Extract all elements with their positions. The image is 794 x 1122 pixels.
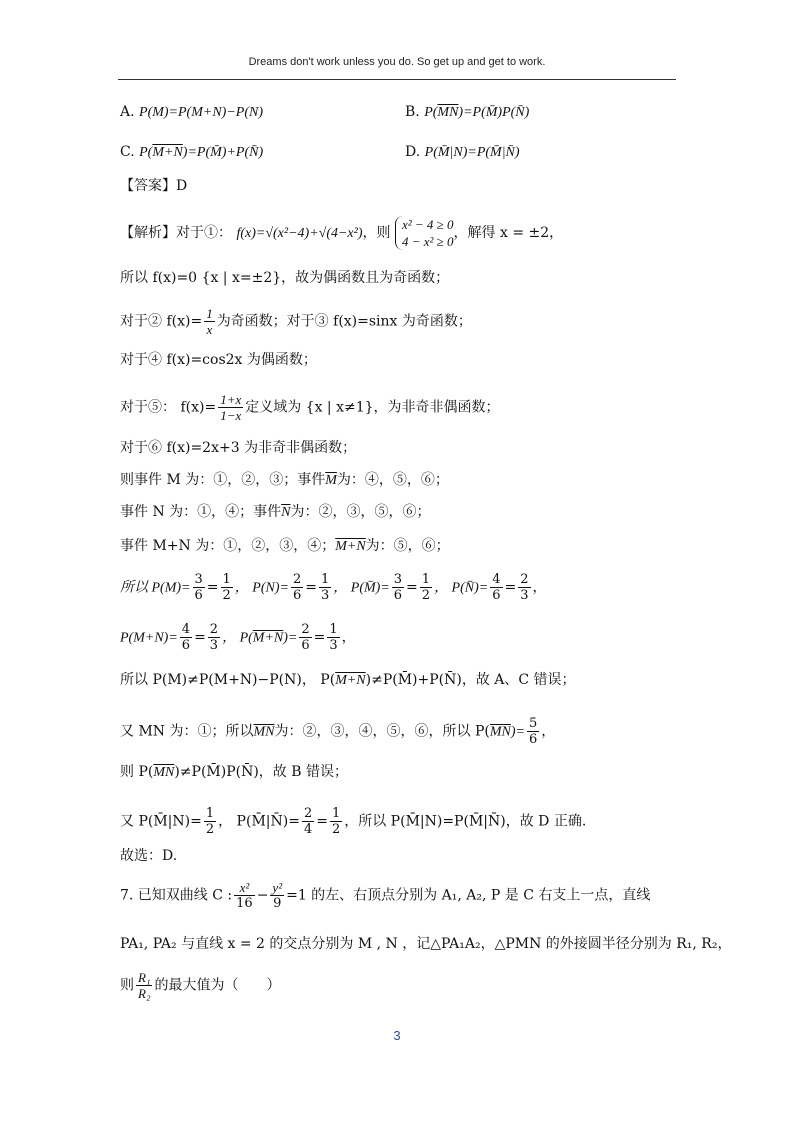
frac-num: 2 [301,622,310,637]
q7-3-a: 则 [120,977,134,994]
frac-den: 16 [236,896,253,911]
option-b [405,102,529,123]
frac-den: 3 [520,588,529,603]
frac-den: 3 [329,638,338,653]
fraction [299,622,311,653]
equals: = [206,579,219,596]
frac-num: 1 [329,622,338,637]
frac-den: 6 [492,588,501,603]
equals: = [313,629,326,646]
fraction-1-over-x [204,306,215,337]
m-bar: $\overline{M}$ [325,473,337,488]
comma: ， [532,579,547,596]
comma: ， [541,723,556,740]
fraction [420,572,432,603]
fraction [234,880,255,911]
analysis-line-3 [120,306,472,337]
analysis-9-a: 事件 M+N 为：①，②，③，④； [120,538,336,554]
frac-num: 2 [209,622,219,637]
frac-den: R₂ [138,986,151,1001]
frac-den: 6 [181,638,191,653]
analysis-5-b: 定义域为 {x | x≠1}，为非奇非偶函数； [245,399,500,416]
option-c-label: C. [120,144,135,160]
analysis-15-b: ， P(M̄|N̄)= [218,813,300,830]
analysis-14-b: )≠P(M̄)P(N̄)，故 B 错误； [174,764,348,780]
analysis-line-12 [120,670,576,691]
fraction [221,572,233,603]
option-c-lhs: P( [139,145,153,160]
q7-3-b: 的最大值为（ ） [154,977,281,994]
frac-num: 2 [292,572,302,587]
analysis-line-13 [120,716,555,747]
p-m: 所以 P(M)= [120,580,191,596]
p-m-bar: ， P(M̄)= [333,580,390,596]
analysis-line-6: 对于⑥ f(x)=2x+3 为非奇非偶函数； [120,440,357,456]
frac-den: 6 [194,588,203,603]
equals: = [316,813,328,830]
analysis-line-2: 所以 f(x)=0 {x | x=±2}，故为偶函数且为奇函数； [120,270,450,286]
analysis-1-expr: f(x)=√(x²−4)+√(4−x²) [236,226,363,241]
analysis-15-a: 又 P(M̄|N)= [120,813,202,830]
system-row-1: x² − 4 ≥ 0 [401,217,454,232]
frac-den: 4 [303,822,313,837]
inequality-system [395,216,454,250]
fraction [291,572,303,603]
option-b-label: B. [405,104,420,120]
analysis-1-label: 【解析】对于①： [120,225,232,241]
option-b-lhs: P( [424,105,438,120]
equals: = [504,579,517,596]
comma: ， [341,629,356,646]
fraction [319,572,331,603]
analysis-1-solve: ，解得 x = ±2， [453,225,564,241]
frac-num: R₁ [138,970,151,985]
option-c-bar: M+N [152,145,183,160]
p-open: ， P( [222,630,253,646]
analysis-5-a: 对于⑤： f(x)= [120,399,217,416]
question-7-line-1 [120,880,650,911]
option-a [120,102,263,123]
option-d-expr: P(M̄|N)=P(M̄|N̄) [424,145,520,160]
header-rule [118,79,676,80]
minus: − [256,887,269,904]
analysis-line-14 [120,762,348,783]
option-c-rhs: )=P(M̄)+P(N̄) [182,145,264,160]
frac-num: 1+x [220,392,242,407]
p-m-plus-n: P(M+N)= [120,630,178,646]
mn-bar: $\overline{MN}$ [489,724,511,740]
equals: = [194,629,206,646]
analysis-line-9 [120,536,450,557]
frac-den: 2 [331,822,341,837]
page-number: 3 [393,1028,401,1043]
analysis-12-b: )≠P(M̄)+P(N̄)，故 A、C 错误； [365,672,576,688]
analysis-3-b: 为奇函数；对于③ f(x)=sinx 为奇函数； [216,313,472,330]
frac-den: 2 [421,588,431,603]
p-n-bar: ， P(N̄)= [434,580,489,596]
frac-num: 3 [393,572,403,587]
frac-num: 1 [222,572,231,587]
fraction [527,716,539,747]
p-close: )= [510,724,525,740]
q7-1-a: 7. 已知双曲线 C : [120,887,233,904]
frac-num: 1 [331,806,341,821]
fraction [490,572,502,603]
frac-den: 2 [205,822,215,837]
analysis-7-b: 为：④，⑤，⑥； [336,472,449,488]
option-a-label: A. [120,104,135,120]
frac-num: 4 [181,622,191,637]
frac-den: 9 [273,896,282,911]
frac-den: 6 [292,588,302,603]
frac-num: 1 [205,806,215,821]
analysis-14-a: 则 P( [120,764,154,780]
analysis-line-7 [120,470,449,491]
m-plus-n-bar: M+N [252,630,284,646]
question-7-line-2: PA₁, PA₂ 与直线 x = 2 的交点分别为 M , N ，记△PA₁A₂，△PMN 的外接圆半径分别为 R₁, R₂， [120,936,732,952]
analysis-line-4: 对于④ f(x)=cos2x 为偶函数； [120,352,317,368]
analysis-line-5 [120,392,500,423]
analysis-15-c: ，所以 P(M̄|N)=P(M̄|N̄)，故 D 正确. [344,813,587,830]
equals: = [406,579,418,596]
q7-1-b: =1 的左、右顶点分别为 A₁, A₂, P 是 C 右支上一点，直线 [286,887,651,904]
n-bar: $\overline{N}$ [281,505,291,520]
p-close: )= [283,630,298,646]
frac-num: 1 [320,572,330,587]
m-plus-n-bar: M+N [335,673,366,688]
analysis-9-b: 为：⑤，⑥； [365,538,450,554]
fraction-1px-1mx [218,392,243,423]
header-motto: Dreams don't work unless you do. So get up and get to work. [248,56,546,68]
analysis-line-15 [120,806,586,837]
fraction [136,970,152,1001]
frac-den: 6 [301,638,310,653]
frac-num: 5 [528,716,538,731]
system-row-2: 4 − x² ≥ 0 [401,234,454,249]
fraction [208,622,220,653]
mn-bar: $\overline{MN}$ [253,724,275,740]
fraction [180,622,192,653]
option-d [405,142,520,163]
frac-den: 1−x [220,408,242,423]
frac-num: 4 [492,572,501,587]
fraction [392,572,404,603]
question-7-line-3 [120,970,280,1001]
fraction [330,806,342,837]
frac-num: 1 [421,572,431,587]
option-b-rhs: )=P(M̄)P(N̄) [458,105,530,120]
frac-num: 1 [206,306,213,321]
analysis-line-1 [120,216,563,250]
option-d-label: D. [405,144,421,160]
option-c [120,142,263,163]
frac-den: 2 [222,588,231,603]
frac-den: 3 [320,588,330,603]
analysis-7-a: 则事件 M 为：①，②，③；事件 [120,472,326,488]
analysis-8-a: 事件 N 为：①，④；事件 [120,504,282,520]
analysis-13-a: 又 MN 为：①；所以 [120,723,254,740]
equals: = [305,579,317,596]
answer-line: 【答案】D [120,178,188,194]
analysis-12-a: 所以 P(M)≠P(M+N)−P(N)， P( [120,672,336,688]
analysis-line-16: 故选：D. [120,848,178,864]
fraction [193,572,205,603]
analysis-line-11 [120,622,356,653]
frac-den: 3 [209,638,219,653]
analysis-3-a: 对于② f(x)= [120,313,203,330]
m-plus-n-bar: M+N [335,539,366,554]
option-a-expr: P(M)=P(M+N)−P(N) [139,105,263,120]
analysis-13-b: 为：②，③，④，⑤，⑥，所以 P( [274,723,490,740]
analysis-line-8 [120,502,431,523]
frac-num: x² [234,880,255,896]
fraction [204,806,216,837]
mn-bar: $\overline{MN}$ [153,765,175,780]
frac-num: 3 [194,572,203,587]
frac-den: 6 [393,588,403,603]
option-b-bar: $\overline{MN}$ [437,105,459,120]
analysis-line-10 [120,572,547,603]
frac-num: 2 [520,572,529,587]
frac-den: x [206,322,213,337]
p-n: ， P(N)= [234,580,289,596]
frac-den: 6 [528,732,538,747]
frac-num: 2 [303,806,313,821]
fraction [518,572,530,603]
fraction [302,806,314,837]
analysis-8-b: 为：②，③，⑤，⑥； [290,504,431,520]
frac-num: y² [272,880,283,895]
analysis-1-then: ，则 [362,225,391,241]
fraction [327,622,339,653]
fraction [270,880,284,911]
